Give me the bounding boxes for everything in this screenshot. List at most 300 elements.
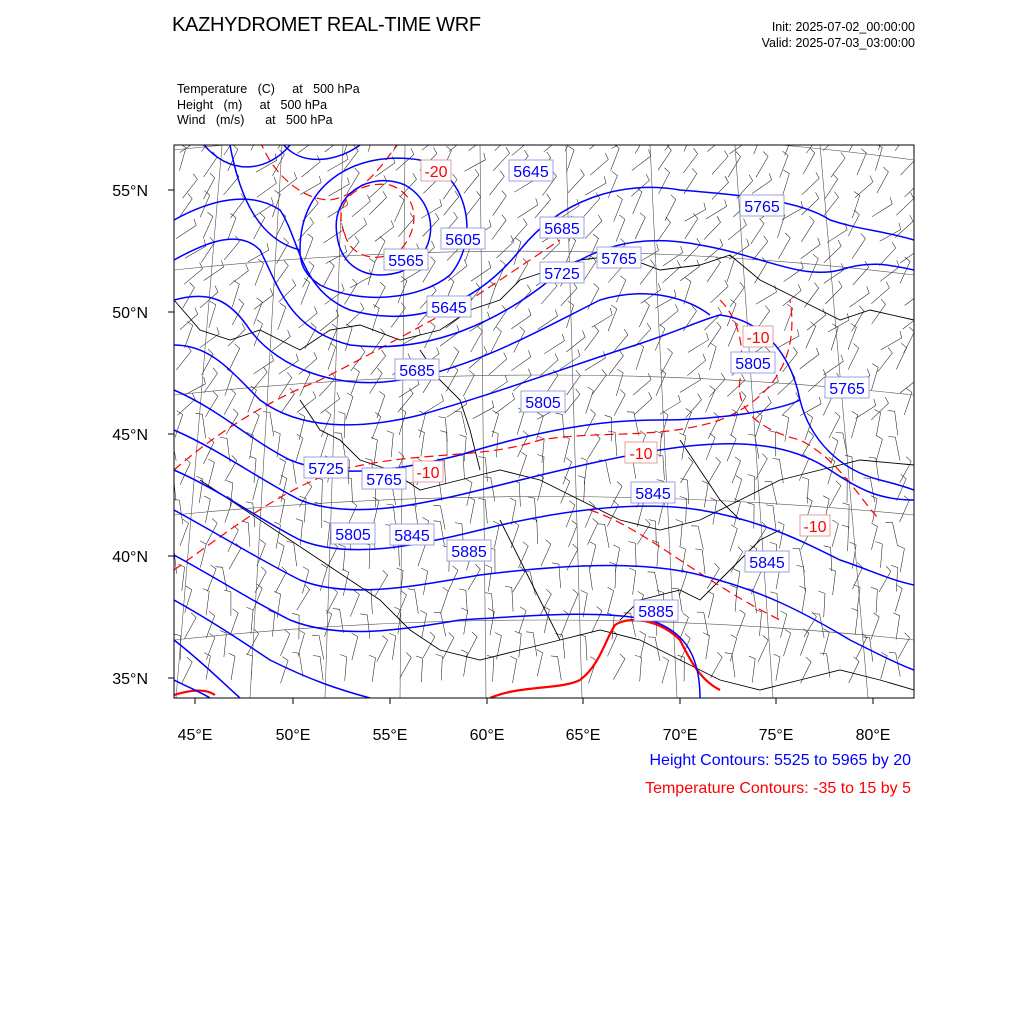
height-label [441, 228, 485, 249]
wind-barb [648, 572, 660, 596]
wind-barb [608, 305, 617, 332]
wind-barb [449, 130, 468, 152]
wind-barb [254, 288, 273, 309]
wind-barb [347, 303, 364, 326]
wind-barb [685, 213, 698, 239]
wind-barb [377, 391, 385, 418]
temperature-zero-contour [174, 620, 720, 698]
wind-barb [639, 301, 649, 327]
wind-barb [824, 546, 832, 572]
wind-barb [424, 322, 435, 348]
wind-barb [180, 132, 200, 152]
svg-text:5845: 5845 [394, 528, 430, 545]
wind-barb [275, 260, 289, 285]
height-label [540, 217, 584, 238]
wind-barb [712, 176, 729, 199]
svg-text:5765: 5765 [829, 381, 865, 398]
wind-barb [598, 524, 609, 548]
field-wind: Wind (m/s) at 500 hPa [177, 113, 333, 127]
svg-text:-10: -10 [803, 519, 827, 536]
wind-barb [493, 305, 506, 330]
wind-barb [347, 168, 359, 194]
wind-barb [747, 503, 754, 529]
wind-barb [712, 151, 728, 175]
wind-barb [375, 220, 394, 241]
wind-barb [702, 481, 708, 508]
temp-label [413, 461, 443, 482]
wind-barb [751, 218, 764, 243]
wind-barb [586, 387, 594, 414]
wind-barb [710, 343, 717, 370]
wind-barb [849, 125, 861, 151]
wind-barb [278, 172, 297, 193]
wind-barb [605, 415, 612, 441]
height-label [304, 457, 348, 478]
wind-barb [829, 481, 841, 507]
wind-barb [599, 460, 611, 484]
wind-barb [544, 130, 563, 152]
wind-barb [374, 282, 385, 308]
wind-barb [766, 505, 776, 530]
wind-barb [657, 217, 671, 242]
height-label [597, 247, 641, 268]
wind-barb [809, 254, 819, 281]
wind-barb [512, 481, 520, 507]
wind-barb [257, 177, 277, 198]
wind-barb [801, 216, 814, 242]
wind-barb [209, 301, 216, 328]
wind-barb [905, 174, 922, 197]
wind-barb [640, 631, 646, 658]
wind-barb [229, 653, 235, 680]
wind-barb [803, 148, 815, 174]
wind-barb [466, 632, 477, 658]
wind-barb [493, 147, 509, 171]
wind-barb [518, 198, 538, 218]
svg-text:-20: -20 [424, 164, 448, 181]
wind-barb [663, 261, 681, 283]
wind-barb [241, 521, 250, 546]
svg-text:5765: 5765 [366, 472, 402, 489]
wind-barb [879, 242, 895, 266]
wind-barb [755, 609, 762, 635]
wind-barb [278, 543, 284, 570]
wind-barb [616, 215, 625, 242]
wind-barb [831, 324, 838, 351]
wind-barb [711, 280, 729, 303]
wind-barb [703, 633, 709, 660]
wind-barb [418, 430, 424, 457]
wind-barb [510, 498, 516, 525]
wind-barb [709, 373, 725, 397]
wind-barb [340, 655, 347, 681]
wind-barb [634, 392, 652, 415]
wind-barb [895, 126, 909, 151]
wind-barb [871, 587, 878, 613]
wind-barb [684, 238, 701, 261]
wind-barb [519, 452, 527, 479]
wind-barb [585, 215, 602, 238]
wind-barb [225, 369, 233, 396]
wind-barb [829, 412, 840, 438]
wind-barb [514, 326, 525, 352]
wind-barb [756, 285, 777, 304]
wind-barb [727, 374, 745, 397]
wind-barb [551, 656, 562, 681]
wind-barb [627, 412, 639, 436]
wind-barb [683, 148, 697, 173]
wind-barb [495, 393, 514, 414]
wind-barb [855, 176, 873, 198]
height-labels [304, 160, 869, 621]
temp-label [743, 326, 773, 347]
wind-barb [180, 308, 198, 330]
wind-barb [705, 239, 723, 261]
wind-barb [513, 369, 531, 391]
svg-text:5645: 5645 [513, 164, 549, 181]
wind-barb [800, 348, 819, 369]
svg-text:5845: 5845 [749, 555, 785, 572]
wind-barb [440, 587, 448, 614]
wind-barb [561, 477, 570, 504]
wind-barb [167, 476, 176, 501]
wind-barb [433, 505, 445, 529]
wind-barb [832, 520, 838, 547]
wind-barb [635, 213, 645, 239]
wind-barb [614, 390, 625, 416]
height-label [540, 262, 584, 283]
svg-text:5805: 5805 [525, 395, 561, 412]
wind-barb [635, 655, 642, 681]
wind-barb [530, 518, 538, 544]
wind-barb [823, 128, 840, 151]
wind-barb [183, 283, 195, 309]
wind-barb [904, 327, 915, 353]
wind-barb [876, 436, 883, 463]
wind-barb [228, 214, 236, 241]
wind-barb [676, 520, 683, 546]
height-label [634, 600, 678, 621]
height-legend: Height Contours: 5525 to 5965 by 20 [649, 752, 911, 769]
wind-barb [633, 188, 642, 214]
wind-barb [466, 191, 481, 216]
wind-barb [566, 146, 574, 173]
valid-time: Valid: 2025-07-03_03:00:00 [761, 36, 915, 50]
wind-barb [203, 173, 214, 199]
wind-barb [686, 394, 702, 418]
wind-barb [569, 590, 579, 616]
wind-barb [559, 199, 579, 219]
wind-barb [346, 324, 353, 351]
x-axis [178, 698, 891, 744]
wind-barb [903, 308, 922, 329]
wind-barb [808, 369, 826, 391]
wind-barb [831, 153, 845, 178]
wind-barb [661, 348, 673, 374]
wind-barb [281, 657, 289, 684]
wind-barb [802, 192, 819, 215]
field-temperature: Temperature (C) at 500 hPa [177, 82, 360, 96]
height-label [331, 523, 375, 544]
wind-barb [416, 656, 423, 682]
wind-barb [485, 565, 491, 592]
svg-text:5685: 5685 [544, 221, 580, 238]
wind-barb [631, 174, 649, 196]
svg-text:5765: 5765 [744, 199, 780, 216]
wind-barb [579, 635, 587, 660]
wind-barb [774, 654, 780, 681]
wind-barb [511, 309, 531, 329]
wind-barb [655, 290, 676, 309]
wind-barb [793, 548, 805, 572]
wind-barb [302, 567, 308, 594]
wind-barb [333, 609, 344, 634]
wind-barb [590, 542, 596, 569]
wind-barb [585, 326, 599, 351]
wind-barb [399, 378, 419, 398]
wind-barb [299, 413, 305, 440]
wind-barb [351, 368, 360, 395]
wind-barb [515, 631, 522, 657]
wind-barb [444, 191, 459, 215]
wind-barb [849, 657, 859, 683]
wind-barb [350, 590, 359, 617]
wind-barb [827, 223, 847, 243]
wind-barb [178, 564, 185, 591]
wind-barb [582, 565, 592, 590]
wind-barb [568, 521, 577, 548]
wind-barb [695, 549, 705, 574]
wind-barb [197, 476, 203, 503]
wind-barb [305, 234, 314, 261]
wind-barb [398, 277, 407, 304]
wind-barb [895, 215, 913, 237]
wind-barb [469, 497, 475, 524]
wind-barb [247, 607, 254, 633]
wind-barb [203, 212, 213, 238]
wind-barb [251, 412, 260, 439]
wind-barb [537, 455, 544, 481]
wind-barb [824, 240, 841, 263]
wind-barb [782, 201, 803, 220]
wind-barb [823, 629, 829, 656]
svg-text:-10: -10 [416, 465, 440, 482]
wind-barb [229, 344, 240, 370]
y-axis [112, 183, 174, 688]
wind-barb [612, 130, 633, 149]
wind-barb [611, 144, 620, 171]
wind-barb [710, 652, 722, 678]
wind-barb [496, 260, 506, 286]
wind-barb [369, 191, 386, 214]
wind-barb [556, 413, 565, 438]
height-label [731, 352, 775, 373]
wind-barb [578, 476, 585, 502]
x-tick-label: 70°E [662, 727, 698, 744]
x-tick-label: 55°E [372, 727, 408, 744]
wind-barb [871, 364, 878, 391]
wind-barb [230, 609, 238, 636]
wind-barb [581, 458, 588, 485]
wind-barb [725, 653, 735, 678]
wind-barb [433, 521, 444, 545]
wind-barb [566, 236, 576, 262]
wind-barb [831, 437, 838, 464]
wind-barb [842, 503, 849, 529]
height-label [740, 195, 784, 216]
wind-barb [204, 260, 224, 280]
wind-barb [422, 129, 441, 150]
x-tick-label: 80°E [855, 727, 891, 744]
wind-barb [439, 417, 448, 442]
wind-barb [752, 173, 772, 193]
svg-text:5565: 5565 [388, 253, 424, 270]
wind-barb [730, 525, 737, 552]
wind-barb [544, 334, 564, 354]
wind-barb [389, 633, 395, 660]
wind-barb [797, 565, 806, 590]
wind-barb [511, 350, 531, 370]
wind-barb [852, 306, 864, 332]
temp-label [421, 160, 451, 181]
wind-barb [510, 656, 516, 683]
wind-barb [636, 343, 644, 370]
wind-barb [228, 525, 238, 551]
wind-barb [708, 322, 721, 347]
svg-text:5805: 5805 [335, 527, 371, 544]
wind-barb [585, 176, 606, 195]
wind-barb [637, 500, 643, 527]
height-label [631, 482, 675, 503]
wind-barb [708, 130, 726, 152]
wind-barb [850, 287, 870, 308]
wind-barb [802, 477, 809, 503]
wind-barb [487, 655, 494, 681]
wind-barb [802, 172, 819, 195]
wind-barb [370, 368, 383, 394]
svg-text:5645: 5645 [431, 300, 467, 317]
wind-barb [888, 437, 900, 461]
wind-barb [614, 195, 623, 222]
wind-barb [226, 409, 238, 435]
wind-barb [680, 497, 687, 523]
wind-barb [886, 522, 898, 546]
wind-barb [495, 128, 512, 151]
wind-barb [842, 525, 849, 551]
wind-barb [328, 324, 337, 351]
wind-barb [632, 150, 651, 171]
y-tick-label: 35°N [112, 671, 148, 688]
wind-barb [783, 284, 801, 306]
svg-text:-10: -10 [629, 446, 653, 463]
wind-barb [893, 613, 899, 640]
wind-barb [848, 343, 859, 369]
wind-barb [706, 200, 727, 219]
wind-barb [708, 413, 719, 439]
temperature-legend: Temperature Contours: -35 to 15 by 5 [645, 780, 911, 797]
wind-barb [208, 459, 214, 486]
wind-barb [397, 591, 406, 617]
wind-barb [561, 282, 577, 306]
wind-barb [421, 568, 427, 595]
wind-barb [784, 629, 791, 656]
wind-barb [565, 389, 580, 413]
wind-barb [806, 322, 816, 348]
wind-barb [183, 174, 198, 199]
wind-barb [799, 586, 805, 613]
wind-barb [556, 634, 565, 659]
wind-barb [526, 632, 537, 657]
wind-barb [400, 653, 412, 679]
wind-barb [346, 393, 353, 420]
wind-barb [537, 649, 543, 676]
wind-barb [737, 610, 746, 637]
wind-barb [489, 353, 507, 375]
wind-barb [778, 233, 790, 259]
wind-barb [279, 279, 296, 302]
wind-barb [408, 589, 419, 614]
wind-barb [829, 569, 836, 596]
wind-barb [377, 636, 388, 662]
wind-barb [879, 566, 891, 592]
wind-barb [292, 613, 299, 639]
wind-barb [756, 152, 768, 178]
x-tick-label: 65°E [565, 727, 601, 744]
wind-barb [323, 261, 334, 287]
wind-barb [708, 457, 720, 483]
wind-barb [758, 636, 768, 662]
svg-text:5765: 5765 [601, 251, 637, 268]
wind-barb [852, 608, 858, 635]
wind-barb [881, 331, 902, 350]
field-height: Height (m) at 500 hPa [177, 97, 328, 112]
height-label [395, 359, 439, 380]
wind-barb [375, 570, 387, 596]
wind-barb [727, 435, 736, 462]
wind-barb [224, 590, 231, 616]
wind-barb [323, 521, 330, 548]
wind-barb [848, 323, 856, 350]
wind-barb [566, 331, 585, 352]
svg-text:5725: 5725 [308, 461, 344, 478]
wind-barb [220, 631, 227, 658]
svg-text:-10: -10 [746, 330, 770, 347]
wind-barb [659, 168, 670, 194]
wind-barb [200, 327, 220, 348]
wind-barb [251, 124, 261, 150]
wind-barb [420, 611, 426, 638]
height-label [521, 391, 565, 412]
wind-barb [344, 145, 358, 170]
wind-barb [228, 323, 245, 346]
wind-barb [407, 482, 417, 507]
wind-barb [200, 541, 206, 568]
wind-barb [871, 282, 889, 304]
height-label [745, 551, 789, 572]
wind-barb [592, 308, 612, 327]
height-label [390, 524, 434, 545]
wind-barb [581, 590, 587, 617]
wind-barb [769, 431, 776, 457]
wind-barb [167, 549, 177, 574]
wind-barb [801, 238, 820, 259]
wind-barb [735, 476, 742, 503]
wind-barb [250, 456, 257, 482]
wind-barb [685, 203, 706, 222]
svg-text:5885: 5885 [451, 544, 487, 561]
wind-barb [900, 372, 919, 393]
wind-barb [710, 498, 716, 525]
